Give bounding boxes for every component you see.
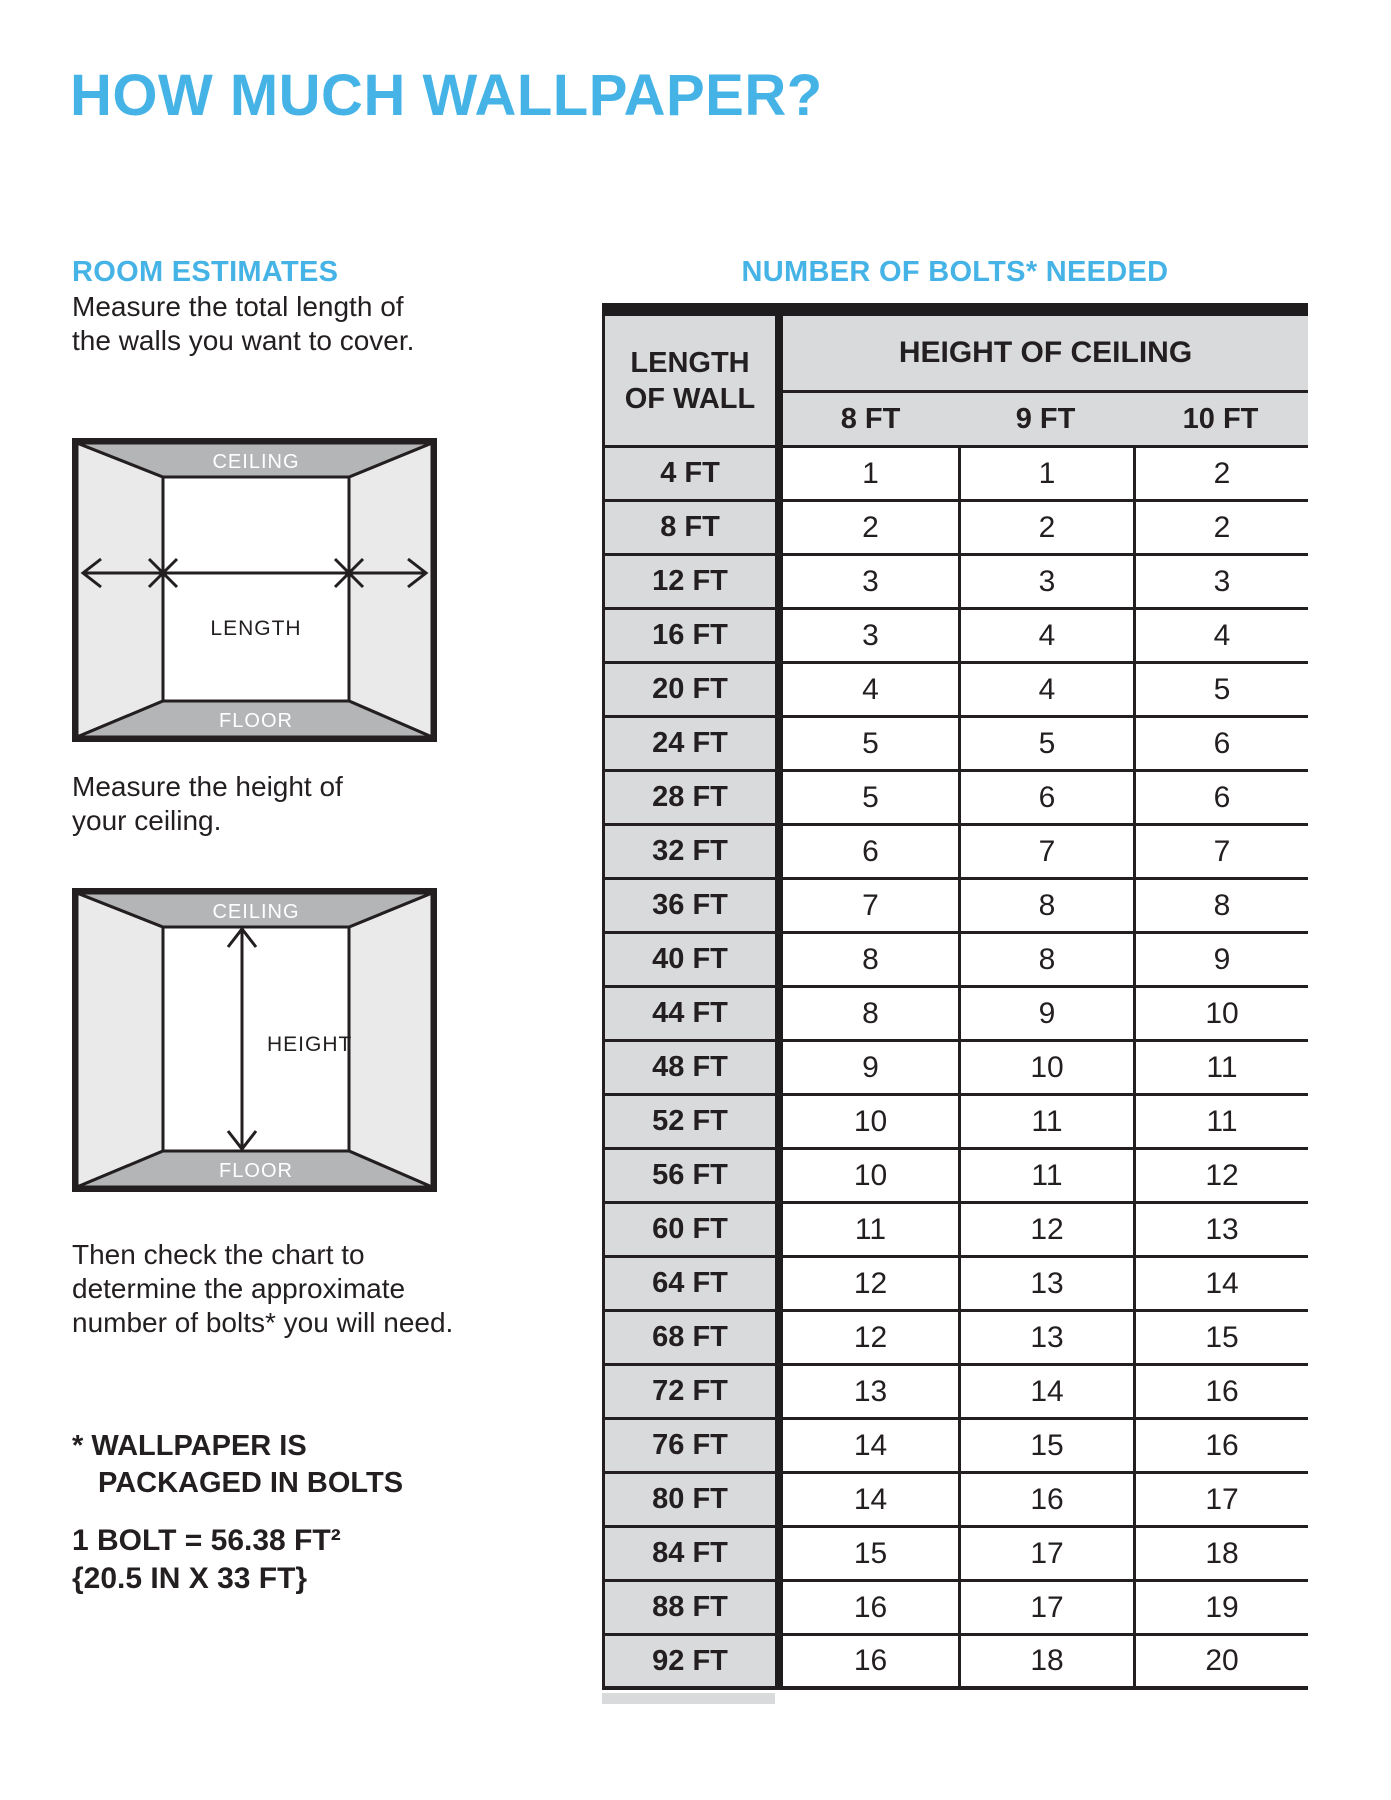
cell-value: 14 [958,1366,1133,1417]
bolt-footnote-line2: PACKAGED IN BOLTS [98,1467,404,1499]
floor-label: FLOOR [219,710,293,732]
cell-value: 15 [958,1420,1133,1471]
col-header-10ft: 10 FT [1182,402,1259,435]
row-label: 24 FT [605,718,775,769]
row-label: 68 FT [605,1312,775,1363]
instruction-chart-line3: number of bolts* you will need. [72,1307,454,1338]
row-divider [775,1474,783,1525]
bolt-size-line1: 1 BOLT = 56.38 FT² [72,1524,341,1557]
ceiling-header-group [783,316,1308,445]
row-divider [775,1636,783,1686]
table-row [605,1312,1308,1366]
table-row [605,1528,1308,1582]
cell-value: 1 [862,456,879,490]
cell-value: 6 [1133,718,1308,769]
table-row [605,772,1308,826]
floor-label: FLOOR [219,1160,293,1182]
bolts-table [602,303,1308,1690]
cell-value: 10 [958,1042,1133,1093]
cell-value: 9 [862,1050,879,1084]
row-divider [775,880,783,931]
cell-value: 3 [862,618,879,652]
cell-value: 14 [1133,1258,1308,1309]
row-divider [775,1420,783,1471]
table-top-border [602,303,1308,316]
cell-value: 13 [1133,1204,1308,1255]
row-label: 20 FT [605,664,775,715]
cell-value: 9 [1133,934,1308,985]
cell-value: 10 [853,1104,888,1138]
cell-value: 16 [958,1474,1133,1525]
row-label: 48 FT [605,1042,775,1093]
bolts-needed-heading: NUMBER OF BOLTS* NEEDED [741,256,1169,288]
instruction-height-line1: Measure the height of [72,771,343,802]
cell-value: 4 [862,672,879,706]
header-divider [775,316,783,445]
row-label: 4 FT [605,448,775,499]
cell-value: 14 [853,1428,888,1462]
cell-value: 11 [1133,1042,1308,1093]
cell-value: 11 [958,1150,1133,1201]
row-label: 64 FT [605,1258,775,1309]
row-divider [775,1096,783,1147]
cell-value: 7 [1133,826,1308,877]
table-row [605,664,1308,718]
table-body [602,316,1308,1690]
cell-value: 12 [853,1320,888,1354]
row-divider [775,772,783,823]
row-divider [775,1582,783,1633]
cell-value: 11 [854,1212,887,1246]
table-row [605,1258,1308,1312]
row-label: 60 FT [605,1204,775,1255]
row-divider [775,934,783,985]
cell-value: 9 [958,988,1133,1039]
room-length-drawing [77,443,432,737]
row-divider [775,718,783,769]
cell-value: 4 [958,664,1133,715]
ceiling-subheaders [783,393,1308,445]
cell-value: 1 [958,448,1133,499]
room-height-diagram [72,888,437,1192]
table-row [605,556,1308,610]
row-label: 8 FT [605,502,775,553]
cell-value: 8 [862,942,879,976]
table-row [605,934,1308,988]
col-header-8ft: 8 FT [840,402,901,435]
row-divider [775,988,783,1039]
cell-value: 3 [862,564,879,598]
table-row [605,1636,1308,1690]
cell-value: 6 [1133,772,1308,823]
cell-value: 7 [862,888,879,922]
col-header-9ft: 9 FT [1015,402,1076,435]
table-row [605,1420,1308,1474]
table-row [605,988,1308,1042]
table-row [605,880,1308,934]
row-label: 56 FT [605,1150,775,1201]
cell-value: 10 [853,1158,888,1192]
cell-value: 8 [958,880,1133,931]
row-divider [775,1258,783,1309]
row-divider [775,826,783,877]
row-divider [775,1150,783,1201]
instruction-height [72,770,343,838]
row-label: 92 FT [605,1636,775,1686]
table-row [605,1474,1308,1528]
instruction-length-line1: Measure the total length of [72,291,404,322]
cell-value: 17 [958,1582,1133,1633]
table-row [605,610,1308,664]
row-label: 40 FT [605,934,775,985]
table-cutoff-row [602,1693,775,1704]
cell-value: 8 [958,934,1133,985]
instruction-chart [72,1238,453,1340]
cell-value: 17 [1133,1474,1308,1525]
cell-value: 2 [958,502,1133,553]
cell-value: 3 [958,556,1133,607]
row-divider [775,664,783,715]
room-height-drawing [77,893,432,1187]
row-label: 16 FT [605,610,775,661]
cell-value: 19 [1133,1582,1308,1633]
cell-value: 5 [862,726,879,760]
length-of-wall-header: LENGTH OF WALL [605,316,775,445]
cell-value: 4 [1133,610,1308,661]
cell-value: 18 [1133,1528,1308,1579]
cell-value: 3 [1133,556,1308,607]
bolt-size-line2: {20.5 IN X 33 FT} [72,1562,308,1595]
cell-value: 5 [1133,664,1308,715]
cell-value: 17 [958,1528,1133,1579]
cell-value: 10 [1133,988,1308,1039]
row-label: 88 FT [605,1582,775,1633]
room-length-diagram [72,438,437,742]
row-label: 72 FT [605,1366,775,1417]
cell-value: 11 [1133,1096,1308,1147]
cell-value: 18 [958,1636,1133,1686]
row-label: 12 FT [605,556,775,607]
table-row [605,1204,1308,1258]
cell-value: 8 [1133,880,1308,931]
bolt-footnote [72,1428,403,1502]
row-label: 36 FT [605,880,775,931]
table-row [605,1150,1308,1204]
instruction-length-line2: the walls you want to cover. [72,325,415,356]
bolt-footnote-line1: * WALLPAPER IS [72,1430,307,1462]
cell-value: 8 [862,996,879,1030]
row-divider [775,610,783,661]
cell-value: 5 [862,780,879,814]
cell-value: 6 [862,834,879,868]
cell-value: 12 [853,1266,888,1300]
row-label: 32 FT [605,826,775,877]
cell-value: 15 [1133,1312,1308,1363]
table-row [605,1366,1308,1420]
cell-value: 16 [1133,1366,1308,1417]
row-divider [775,1042,783,1093]
ceiling-label: CEILING [212,451,300,473]
table-row [605,1042,1308,1096]
table-row [605,1582,1308,1636]
table-rows [605,448,1308,1690]
cell-value: 7 [958,826,1133,877]
row-label: 76 FT [605,1420,775,1471]
cell-value: 13 [958,1312,1133,1363]
instruction-height-line2: your ceiling. [72,805,222,836]
table-row [605,1096,1308,1150]
cell-value: 16 [853,1644,888,1677]
cell-value: 13 [958,1258,1133,1309]
table-row [605,448,1308,502]
row-divider [775,1528,783,1579]
cell-value: 2 [1133,448,1308,499]
room-estimates-heading: ROOM ESTIMATES [72,256,339,288]
row-label: 28 FT [605,772,775,823]
row-divider [775,1366,783,1417]
cell-value: 16 [1133,1420,1308,1471]
instruction-chart-line2: determine the approximate [72,1273,406,1304]
cell-value: 14 [853,1482,888,1516]
table-row [605,718,1308,772]
row-divider [775,1204,783,1255]
cell-value: 11 [958,1096,1133,1147]
instruction-chart-line1: Then check the chart to [72,1239,365,1270]
height-label: HEIGHT [267,1033,353,1056]
cell-value: 4 [958,610,1133,661]
row-divider [775,448,783,499]
cell-value: 12 [958,1204,1133,1255]
cell-value: 15 [853,1536,888,1570]
cell-value: 2 [862,510,879,544]
cell-value: 20 [1133,1636,1308,1686]
row-divider [775,1312,783,1363]
cell-value: 5 [958,718,1133,769]
length-label: LENGTH [210,617,302,640]
table-row [605,502,1308,556]
cell-value: 2 [1133,502,1308,553]
cell-value: 6 [958,772,1133,823]
row-divider [775,556,783,607]
row-label: 44 FT [605,988,775,1039]
page-title: HOW MUCH WALLPAPER? [70,63,823,128]
ceiling-label: CEILING [212,901,300,923]
cell-value: 16 [853,1590,888,1624]
row-label: 84 FT [605,1528,775,1579]
instruction-length [72,290,414,358]
bolt-size-info [72,1522,341,1598]
row-label: 80 FT [605,1474,775,1525]
cell-value: 12 [1133,1150,1308,1201]
table-header [605,316,1308,448]
row-label: 52 FT [605,1096,775,1147]
row-divider [775,502,783,553]
table-row [605,826,1308,880]
cell-value: 13 [853,1374,888,1408]
height-of-ceiling-header: HEIGHT OF CEILING [783,316,1308,393]
